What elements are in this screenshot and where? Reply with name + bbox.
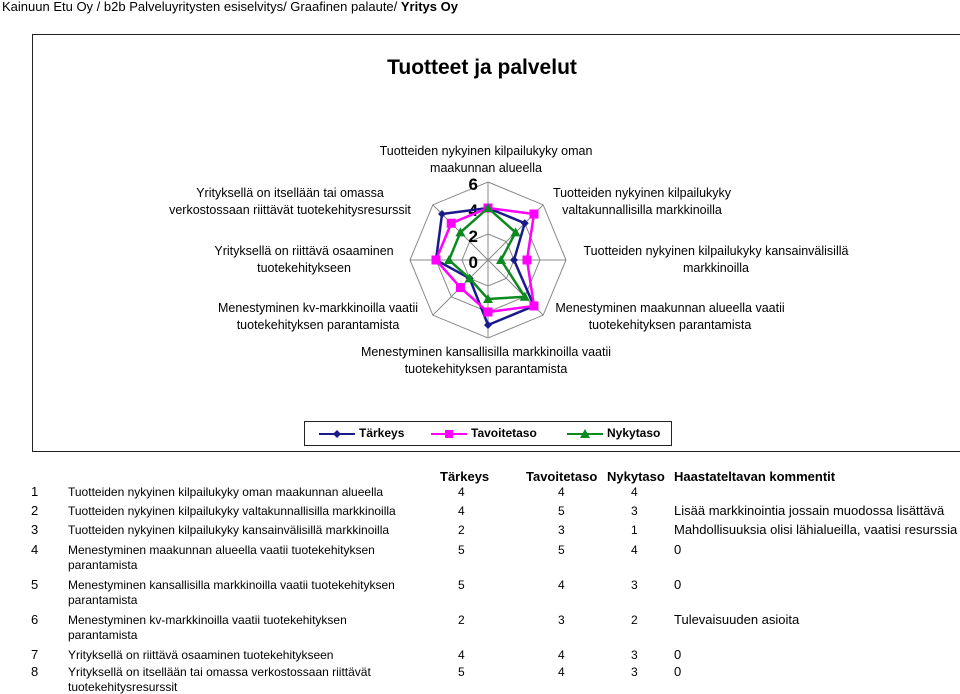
row-label-cont: parantamista bbox=[68, 628, 138, 642]
row-number: 7 bbox=[31, 647, 39, 662]
cell-nykytaso: 2 bbox=[631, 613, 638, 627]
axis-label-4: Menestyminen maakunnan alueella vaatii tuotekehityksen parantamista bbox=[555, 301, 785, 332]
cell-tarkeys: 5 bbox=[458, 543, 465, 557]
cell-tarkeys: 4 bbox=[458, 648, 465, 662]
cell-tavoitetaso: 4 bbox=[558, 665, 565, 679]
col-header-tavoitetaso: Tavoitetaso bbox=[526, 469, 598, 484]
cell-nykytaso: 3 bbox=[631, 665, 638, 679]
row-label: Menestyminen kv-markkinoilla vaatii tuotekehityksen bbox=[68, 613, 347, 627]
axis-label-6: Menestyminen kv-markkinoilla vaatii tuotekehityksen parantamista bbox=[217, 301, 419, 332]
cell-tarkeys: 2 bbox=[458, 613, 465, 627]
axis-label-2: Tuotteiden nykyinen kilpailukyky valtakunnallisilla markkinoilla bbox=[552, 186, 732, 217]
row-label-cont: parantamista bbox=[68, 558, 138, 572]
row-number: 8 bbox=[31, 664, 39, 679]
row-number: 3 bbox=[31, 522, 39, 537]
row-number: 5 bbox=[31, 577, 39, 592]
tick-label-6: 6 bbox=[468, 175, 478, 194]
col-header-tarkeys: Tärkeys bbox=[440, 469, 490, 484]
row-number: 6 bbox=[31, 612, 39, 627]
cell-tavoitetaso: 3 bbox=[558, 613, 565, 627]
cell-nykytaso: 1 bbox=[631, 523, 638, 537]
tick-label-2: 2 bbox=[468, 227, 478, 246]
cell-nykytaso: 4 bbox=[631, 543, 638, 557]
cell-comment: 0 bbox=[674, 664, 682, 679]
cell-tarkeys: 2 bbox=[458, 523, 465, 537]
cell-nykytaso: 3 bbox=[631, 578, 638, 592]
breadcrumb-path: Kainuun Etu Oy / b2b Palveluyritysten esiselvitys/ Graafinen palaute/ bbox=[2, 0, 401, 14]
axis-label-7: Yrityksellä on riittävä osaaminen tuotekehitykseen bbox=[214, 244, 394, 275]
cell-comment: 0 bbox=[674, 542, 682, 557]
row-label: Yrityksellä on itsellään tai omassa verkostossaan riittävät bbox=[68, 665, 371, 679]
legend-label-nykytaso: Nykytaso bbox=[607, 426, 661, 440]
chart-title: Tuotteet ja palvelut bbox=[387, 56, 577, 79]
cell-tavoitetaso: 4 bbox=[558, 578, 565, 592]
cell-comment: Tulevaisuuden asioita bbox=[674, 612, 800, 627]
cell-tavoitetaso: 5 bbox=[558, 543, 565, 557]
row-number: 4 bbox=[31, 542, 39, 557]
legend-label-tavoitetaso: Tavoitetaso bbox=[471, 426, 537, 440]
cell-nykytaso: 3 bbox=[631, 648, 638, 662]
axis-label-1: Tuotteiden nykyinen kilpailukyky oman maakunnan alueella bbox=[379, 144, 593, 175]
cell-comment: Mahdollisuuksia olisi lähialueilla, vaatisi resurssia bbox=[674, 522, 958, 537]
row-label: Tuotteiden nykyinen kilpailukyky valtakunnallisilla markkinoilla bbox=[68, 504, 396, 518]
cell-nykytaso: 4 bbox=[631, 485, 638, 499]
cell-tarkeys: 4 bbox=[458, 504, 465, 518]
cell-tavoitetaso: 5 bbox=[558, 504, 565, 518]
row-label: Yrityksellä on riittävä osaaminen tuotekehitykseen bbox=[68, 648, 334, 662]
axis-label-5: Menestyminen kansallisilla markkinoilla vaatii tuotekehityksen parantamista bbox=[360, 345, 612, 376]
cell-tavoitetaso: 4 bbox=[558, 648, 565, 662]
row-label-cont: tuotekehitysresurssit bbox=[68, 680, 178, 694]
cell-comment: Lisää markkinointia jossain muodossa lisättävä bbox=[674, 503, 945, 518]
cell-comment: 0 bbox=[674, 577, 682, 592]
axis-label-8: Yrityksellä on itsellään tai omassa verkostossaan riittävät tuotekehitysresurssit bbox=[169, 186, 411, 217]
row-number: 1 bbox=[31, 484, 39, 499]
row-label: Menestyminen kansallisilla markkinoilla vaatii tuotekehityksen bbox=[68, 578, 395, 592]
breadcrumb-company: Yritys Oy bbox=[400, 0, 458, 14]
row-label: Tuotteiden nykyinen kilpailukyky oman maakunnan alueella bbox=[68, 485, 384, 499]
cell-tavoitetaso: 3 bbox=[558, 523, 565, 537]
cell-tarkeys: 4 bbox=[458, 485, 465, 499]
row-label-cont: parantamista bbox=[68, 593, 138, 607]
cell-tarkeys: 5 bbox=[458, 578, 465, 592]
cell-tavoitetaso: 4 bbox=[558, 485, 565, 499]
col-header-kommentit: Haastateltavan kommentit bbox=[674, 469, 836, 484]
row-number: 2 bbox=[31, 503, 39, 518]
row-label: Menestyminen maakunnan alueella vaatii tuotekehityksen bbox=[68, 543, 375, 557]
axis-label-3: Tuotteiden nykyinen kilpailukyky kansainvälisillä markkinoilla bbox=[583, 244, 849, 275]
row-label: Tuotteiden nykyinen kilpailukyky kansainvälisillä markkinoilla bbox=[68, 523, 390, 537]
col-header-nykytaso: Nykytaso bbox=[607, 469, 665, 484]
legend-label-tarkeys: Tärkeys bbox=[359, 426, 405, 440]
tick-label-0: 0 bbox=[468, 253, 478, 272]
cell-nykytaso: 3 bbox=[631, 504, 638, 518]
tick-label-4: 4 bbox=[468, 201, 478, 220]
cell-tarkeys: 5 bbox=[458, 665, 465, 679]
cell-comment: 0 bbox=[674, 647, 682, 662]
